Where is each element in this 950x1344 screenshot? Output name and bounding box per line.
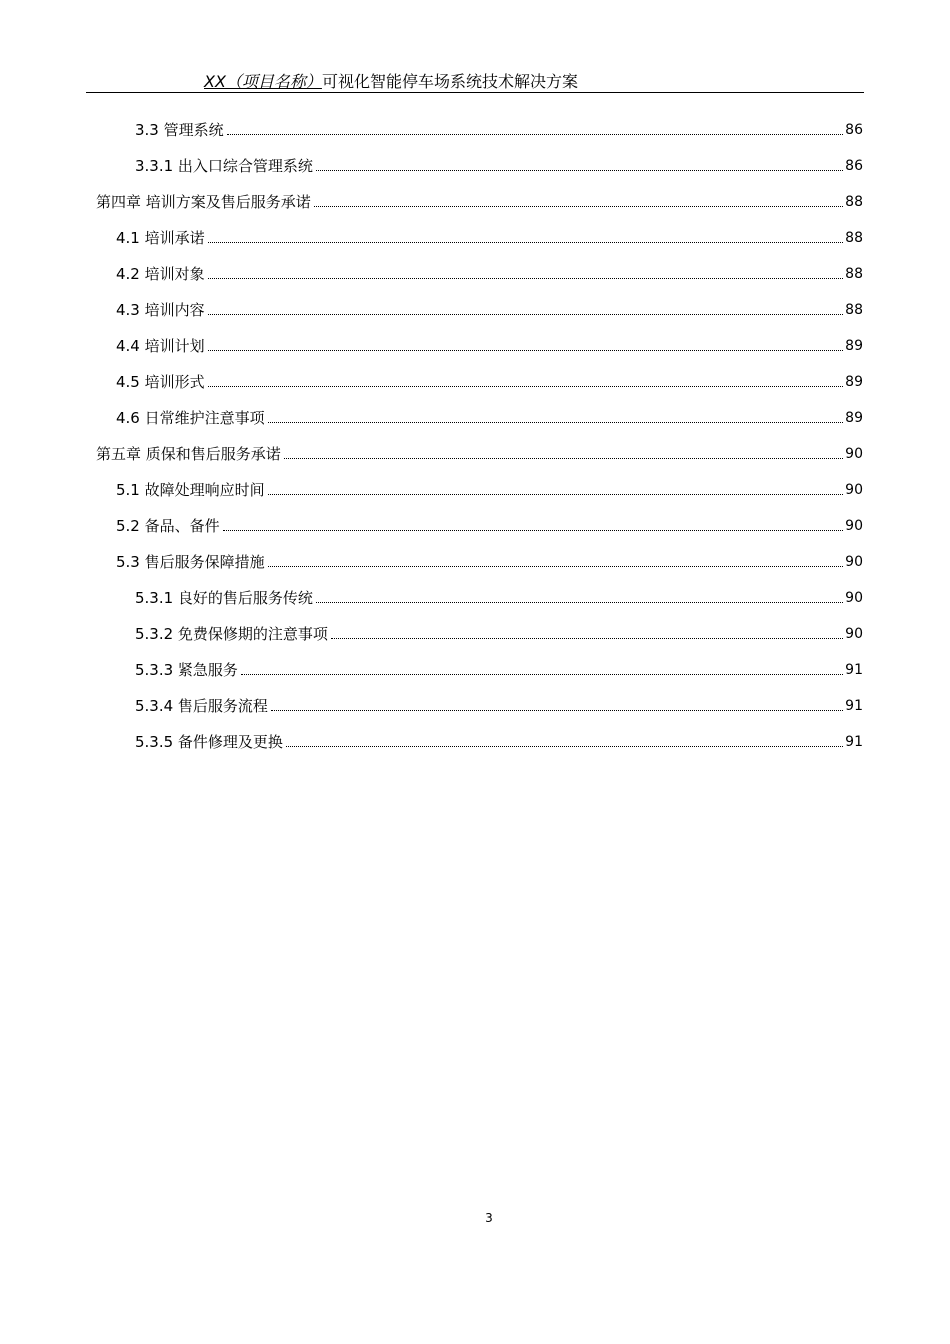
toc-entry[interactable] <box>96 190 863 212</box>
toc-entry-label: 5.3.2 免费保修期的注意事项 <box>135 625 328 643</box>
toc-entry[interactable] <box>116 406 863 428</box>
toc-entry-page: 86 <box>845 122 863 138</box>
toc-entry-label: 5.3.1 良好的售后服务传统 <box>135 589 313 607</box>
toc-leader-dots <box>268 421 844 423</box>
toc-entry-label: 4.3 培训内容 <box>116 301 205 319</box>
toc-leader-dots <box>284 457 843 459</box>
toc-entry-label: 3.3.1 出入口综合管理系统 <box>135 157 313 175</box>
toc-entry[interactable] <box>116 226 863 248</box>
toc-leader-dots <box>208 313 844 315</box>
toc-entry-page: 90 <box>845 446 863 462</box>
toc-entry-label: 5.3.3 紧急服务 <box>135 661 238 679</box>
toc-entry-page: 90 <box>845 518 863 534</box>
toc-entry-label: 4.4 培训计划 <box>116 337 205 355</box>
toc-entry[interactable] <box>116 514 863 536</box>
toc-leader-dots <box>316 169 843 171</box>
toc-entry-label: 5.3.5 备件修理及更换 <box>135 733 283 751</box>
toc-entry-label: 4.6 日常维护注意事项 <box>116 409 265 427</box>
toc-entry-page: 89 <box>845 410 863 426</box>
toc-entry-label: 5.1 故障处理响应时间 <box>116 481 265 499</box>
toc-entry[interactable] <box>135 622 863 644</box>
toc-entry-page: 89 <box>845 338 863 354</box>
toc-entry-label: 5.3.4 售后服务流程 <box>135 697 268 715</box>
toc-leader-dots <box>227 133 844 135</box>
toc-leader-dots <box>208 385 844 387</box>
toc-entry-page: 88 <box>845 266 863 282</box>
toc-entry-page: 90 <box>845 482 863 498</box>
toc-entry-page: 88 <box>845 302 863 318</box>
toc-entry[interactable] <box>135 118 863 140</box>
toc-entry[interactable] <box>116 370 863 392</box>
toc-entry-label: 4.5 培训形式 <box>116 373 205 391</box>
toc-entry[interactable] <box>116 298 863 320</box>
toc-entry-label: 4.1 培训承诺 <box>116 229 205 247</box>
toc-entry-label: 3.3 管理系统 <box>135 121 224 139</box>
toc-entry[interactable] <box>135 586 863 608</box>
toc-entry[interactable] <box>116 262 863 284</box>
toc-entry[interactable] <box>135 730 863 752</box>
toc-entry-label: 5.2 备品、备件 <box>116 517 220 535</box>
toc-entry-label: 第五章 质保和售后服务承诺 <box>96 445 281 463</box>
toc-entry[interactable] <box>96 442 863 464</box>
toc-leader-dots <box>268 565 844 567</box>
page-header <box>86 68 864 93</box>
toc-leader-dots <box>223 529 844 531</box>
document-title-text: 可视化智能停车场系统技术解决方案 <box>321 72 578 91</box>
toc-entry[interactable] <box>135 154 863 176</box>
toc-entry-page: 91 <box>845 734 863 750</box>
toc-leader-dots <box>316 601 843 603</box>
toc-entry-page: 88 <box>845 230 863 246</box>
toc-leader-dots <box>208 349 844 351</box>
page-number: 3 <box>485 1211 493 1225</box>
toc-entry[interactable] <box>135 694 863 716</box>
toc-leader-dots <box>241 673 843 675</box>
document-title <box>204 69 578 92</box>
toc-leader-dots <box>268 493 844 495</box>
toc-entry-page: 91 <box>845 698 863 714</box>
toc-leader-dots <box>286 745 843 747</box>
toc-leader-dots <box>331 637 843 639</box>
toc-leader-dots <box>271 709 843 711</box>
toc-entry-page: 88 <box>845 194 863 210</box>
toc-entry-page: 90 <box>845 554 863 570</box>
toc-entry-page: 86 <box>845 158 863 174</box>
toc-entry[interactable] <box>116 334 863 356</box>
toc-entry-page: 91 <box>845 662 863 678</box>
toc-leader-dots <box>314 205 843 207</box>
toc-entry[interactable] <box>135 658 863 680</box>
toc-entry-page: 90 <box>845 590 863 606</box>
toc-leader-dots <box>208 277 844 279</box>
toc-entry-label: 第四章 培训方案及售后服务承诺 <box>96 193 311 211</box>
toc-entry-label: 5.3 售后服务保障措施 <box>116 553 265 571</box>
toc-leader-dots <box>208 241 844 243</box>
toc-entry-page: 90 <box>845 626 863 642</box>
toc-entry[interactable] <box>116 478 863 500</box>
project-name-placeholder: XX（项目名称） <box>204 72 322 91</box>
toc-entry-page: 89 <box>845 374 863 390</box>
toc-entry-label: 4.2 培训对象 <box>116 265 205 283</box>
toc-entry[interactable] <box>116 550 863 572</box>
